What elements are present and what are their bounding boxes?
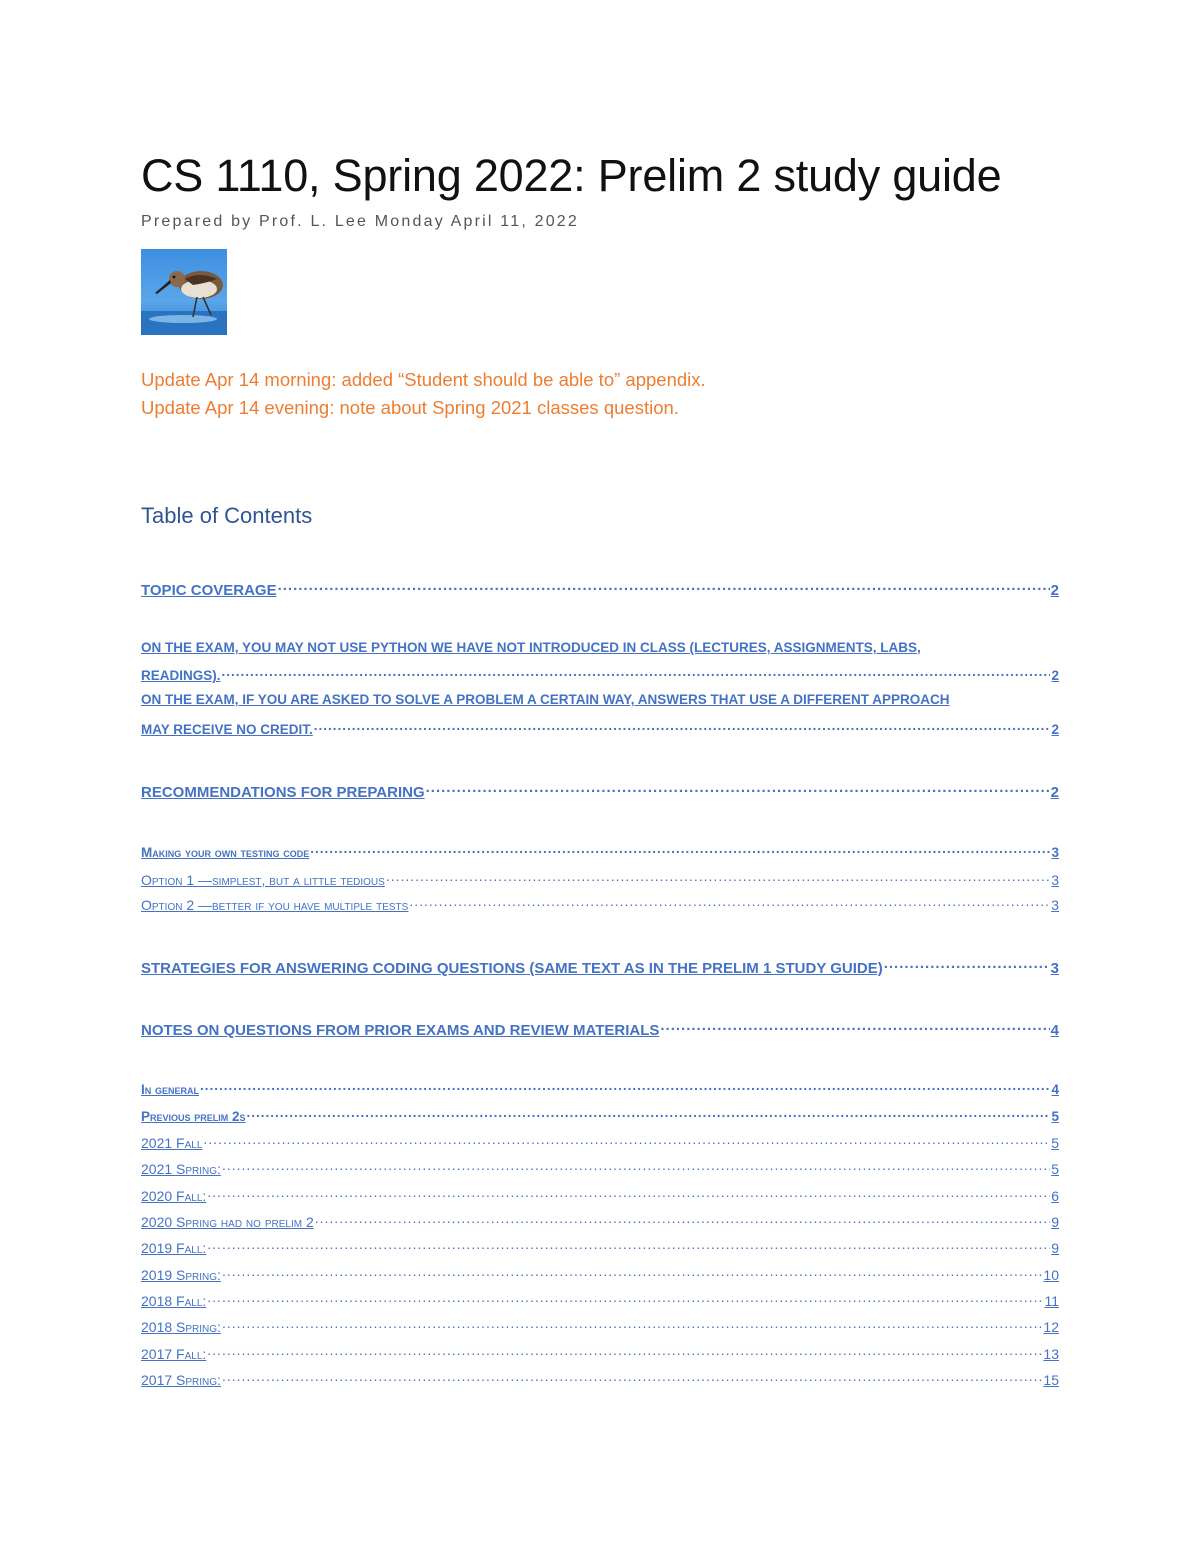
toc-entry-label: 2017 Fall: xyxy=(141,1345,207,1362)
toc-leader-dots xyxy=(203,1131,1050,1148)
sandpiper-bird-photo xyxy=(141,249,227,335)
toc-entry-label: Option 2 —better if you have multiple tests xyxy=(141,896,409,913)
toc-entry-label: TOPIC COVERAGE xyxy=(141,582,277,599)
toc-entry-exam-approach[interactable] xyxy=(141,718,1059,737)
toc-entry-2019-fall[interactable] xyxy=(141,1236,1059,1256)
toc-entry-label: 2020 Spring had no prelim 2 xyxy=(141,1213,314,1230)
toc-leader-dots xyxy=(222,1315,1042,1332)
toc-leader-dots xyxy=(222,1263,1042,1280)
toc-entry-2019-spring[interactable] xyxy=(141,1263,1059,1283)
toc-entry-label: 2019 Fall: xyxy=(141,1239,207,1256)
bird-image-icon xyxy=(141,249,227,335)
toc-entry-2021-spring[interactable] xyxy=(141,1157,1059,1177)
toc-page-number: 4 xyxy=(1050,1022,1059,1039)
toc-page-number: 13 xyxy=(1043,1345,1059,1362)
toc-entry-label: 2017 Spring: xyxy=(141,1371,221,1388)
toc-leader-dots xyxy=(207,1236,1050,1253)
toc-page-number: 15 xyxy=(1043,1371,1059,1388)
toc-entry-2018-spring[interactable] xyxy=(141,1315,1059,1335)
toc-page-number: 5 xyxy=(1051,1160,1059,1177)
toc-entry-label: 2021 Spring: xyxy=(141,1160,221,1177)
toc-leader-dots xyxy=(222,664,1051,680)
toc-entry-2020-spring[interactable] xyxy=(141,1210,1059,1230)
toc-page-number: 5 xyxy=(1051,1134,1059,1151)
toc-page-number: 2 xyxy=(1050,582,1059,599)
toc-page-number: 3 xyxy=(1051,845,1059,861)
toc-entry-option-2[interactable] xyxy=(141,893,1059,913)
toc-leader-dots xyxy=(884,955,1050,973)
toc-entry-strategies[interactable] xyxy=(141,955,1059,977)
toc-leader-dots xyxy=(310,841,1050,857)
toc-entry-in-general[interactable] xyxy=(141,1078,1059,1097)
toc-entry-label: MAY RECEIVE NO CREDIT. xyxy=(141,722,313,738)
toc-leader-dots xyxy=(409,893,1050,910)
toc-entry-notes-prior-exams[interactable] xyxy=(141,1017,1059,1039)
toc-leader-dots xyxy=(386,868,1050,885)
toc-page-number: 10 xyxy=(1043,1266,1059,1283)
toc-entry-topic-coverage[interactable] xyxy=(141,577,1059,599)
toc-leader-dots xyxy=(247,1105,1051,1121)
document-subtitle: Prepared by Prof. L. Lee Monday April 11, 2022 xyxy=(141,213,580,230)
toc-entry-2018-fall[interactable] xyxy=(141,1289,1059,1309)
toc-leader-dots xyxy=(660,1017,1049,1035)
toc-page-number: 9 xyxy=(1051,1239,1059,1256)
toc-entry-label: NOTES ON QUESTIONS FROM PRIOR EXAMS AND REVIEW MATERIALS xyxy=(141,1022,660,1039)
toc-entry-label: 2021 Fall xyxy=(141,1134,203,1151)
toc-leader-dots xyxy=(278,577,1050,595)
toc-heading: Table of Contents xyxy=(141,503,313,528)
toc-leader-dots xyxy=(222,1368,1042,1385)
toc-page-number: 5 xyxy=(1051,1109,1059,1125)
toc-entry-label: READINGS). xyxy=(141,668,221,684)
toc-leader-dots xyxy=(207,1184,1050,1201)
toc-entry-label: Option 1 —simplest, but a little tedious xyxy=(141,871,385,888)
toc-entry-label: STRATEGIES FOR ANSWERING CODING QUESTIONS (SAME TEXT AS IN THE PRELIM 1 STUDY GUIDE) xyxy=(141,960,883,977)
toc-page-number: 3 xyxy=(1051,896,1059,913)
toc-page-number: 2 xyxy=(1051,722,1059,738)
toc-entry-label: 2018 Fall: xyxy=(141,1292,207,1309)
toc-entry-label: 2019 Spring: xyxy=(141,1266,221,1283)
toc-entry-2020-fall[interactable] xyxy=(141,1184,1059,1204)
toc-leader-dots xyxy=(315,1210,1050,1227)
toc-entry-exam-python-line1[interactable]: ON THE EXAM, YOU MAY NOT USE PYTHON WE HAVE NOT INTRODUCED IN CLASS (LECTURES, ASSIGNMENTS, LABS, xyxy=(141,640,921,655)
toc-entry-2017-spring[interactable] xyxy=(141,1368,1059,1388)
toc-entry-label: RECOMMENDATIONS FOR PREPARING xyxy=(141,784,425,801)
toc-entry-2021-fall[interactable] xyxy=(141,1131,1059,1151)
toc-entry-2017-fall[interactable] xyxy=(141,1342,1059,1362)
toc-entry-previous-prelims[interactable] xyxy=(141,1105,1059,1124)
toc-page-number: 2 xyxy=(1051,668,1059,684)
toc-page-number: 9 xyxy=(1051,1213,1059,1230)
toc-entry-label: 2018 Spring: xyxy=(141,1318,221,1335)
toc-page-number: 2 xyxy=(1050,784,1059,801)
toc-entry-label: In general xyxy=(141,1082,200,1098)
toc-page-number: 6 xyxy=(1051,1187,1059,1204)
toc-leader-dots xyxy=(314,718,1051,734)
toc-leader-dots xyxy=(200,1078,1050,1094)
toc-page-number: 3 xyxy=(1050,960,1059,977)
toc-leader-dots xyxy=(426,779,1050,797)
toc-page-number: 3 xyxy=(1051,871,1059,888)
toc-entry-label: Previous prelim 2s xyxy=(141,1109,246,1125)
update-note-evening: Update Apr 14 evening: note about Spring 2021 classes question. xyxy=(141,397,679,418)
toc-leader-dots xyxy=(207,1342,1042,1359)
toc-entry-label: 2020 Fall: xyxy=(141,1187,207,1204)
document-title: CS 1110, Spring 2022: Prelim 2 study guide xyxy=(141,150,1002,201)
toc-leader-dots xyxy=(222,1157,1050,1174)
update-note-morning: Update Apr 14 morning: added “Student should be able to” appendix. xyxy=(141,369,706,390)
toc-entry-option-1[interactable] xyxy=(141,868,1059,888)
toc-entry-exam-python[interactable] xyxy=(141,664,1059,683)
toc-entry-recommendations[interactable] xyxy=(141,779,1059,801)
toc-page-number: 12 xyxy=(1043,1318,1059,1335)
toc-page-number: 4 xyxy=(1051,1082,1059,1098)
toc-leader-dots xyxy=(207,1289,1043,1306)
toc-entry-testing-code[interactable] xyxy=(141,841,1059,860)
toc-entry-exam-approach-line1[interactable]: ON THE EXAM, IF YOU ARE ASKED TO SOLVE A PROBLEM A CERTAIN WAY, ANSWERS THAT USE A DIFFERENT APPROACH xyxy=(141,692,950,707)
toc-entry-label: Making your own testing code xyxy=(141,845,310,861)
toc-page-number: 11 xyxy=(1044,1292,1059,1309)
